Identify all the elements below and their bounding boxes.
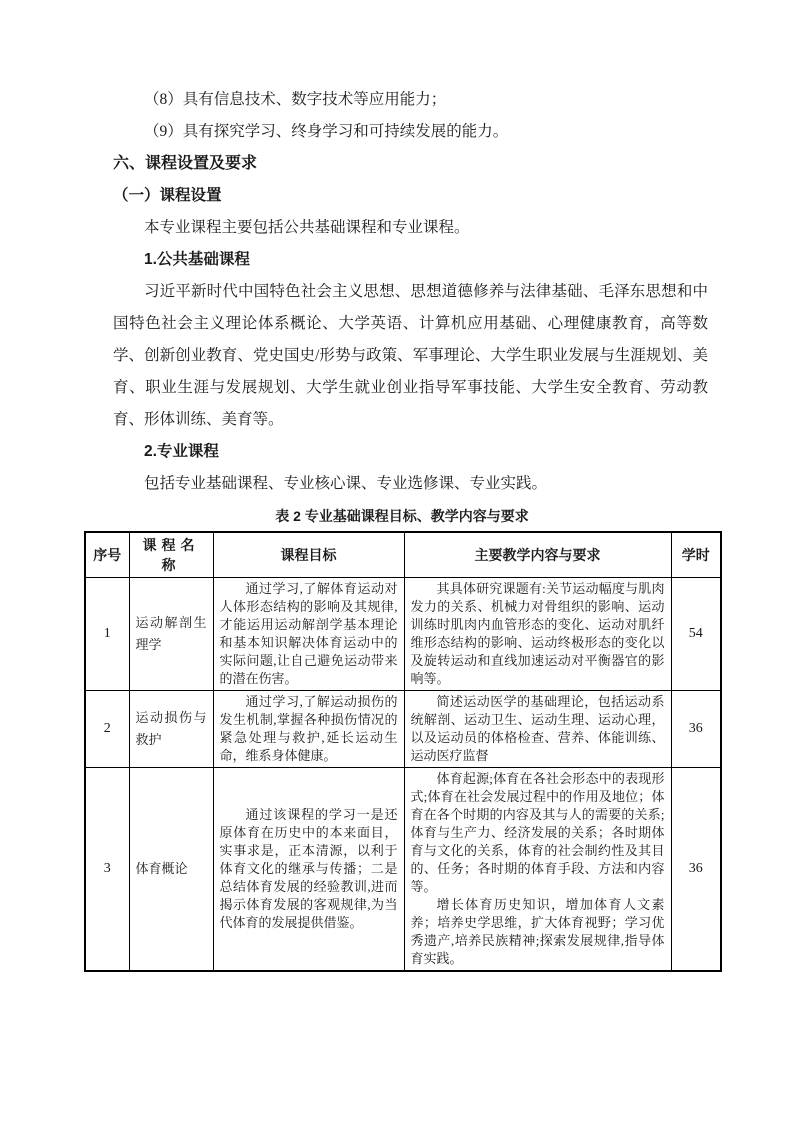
row3-content-text-2: 增长体育历史知识，增加体育人文素养；培养史学思维，扩大体育视野；学习优秀遗产,培养民族精神;探索发展规律,指导体育实践。 [410,897,665,966]
row1-content [404,578,671,691]
major-courses-heading: 2.专业课程 [144,443,219,460]
ability-point-8: （8）具有信息技术、数字技术等应用能力； [144,91,447,108]
row1-no: 1 [85,578,129,691]
row2-content-text: 简述运动医学的基础理论，包括运动系统解剖、运动卫生、运动生理、运动心理，以及运动员的体格检查、营养、体能训练、运动医疗监督 [410,694,665,763]
header-cell-objective: 课程目标 [213,532,404,578]
row3-hours: 36 [671,768,721,972]
row1-objective [213,578,404,691]
header-cell-hours: 学时 [671,532,721,578]
section-heading: 六、课程设置及要求 [113,155,258,172]
table-row-3 [85,768,721,972]
row2-content [404,691,671,768]
table-row-1 [85,578,721,691]
intro-paragraph: 本专业课程主要包括公共基础课程和专业课程。 [144,219,470,236]
table-header-row [85,532,721,578]
row1-objective-text: 通过学习,了解体育运动对人体形态结构的影响及其规律,才能运用运动解剖学基本理论和基本知识解决体育运动中的实际问题,让自己避免运动带来的潜在伤害。 [219,581,398,686]
row3-content [404,768,671,972]
table-caption: 表 2 专业基础课程目标、教学内容与要求 [275,508,529,524]
header-cell-content: 主要教学内容与要求 [404,532,671,578]
row1-hours: 54 [671,578,721,691]
major-courses-paragraph: 包括专业基础课程、专业核心课、专业选修课、专业实践。 [144,475,548,492]
subsection-heading: （一）课程设置 [113,187,222,204]
table-row-2 [85,691,721,768]
row1-content-text: 其具体研究课题有:关节运动幅度与肌肉发力的关系、机械力对骨组织的影响、运动训练时肌肉内血管形态的变化、运动对肌纤维形态结构的影响、运动终极形态的变化以及旋转运动和直线加速运动对平衡器官的影响等。 [410,581,665,686]
row3-objective-text: 通过该课程的学习一是还原体育在历史中的本来面目，实事求是，正本清源，以利于体育文化的继承与传播；二是总结体育发展的经验教训,进而揭示体育发展的客观规律,为当代体育的发展提供借鉴。 [219,807,398,930]
row2-course-name: 运动损伤与救护 [129,691,213,768]
ability-point-9: （9）具有探究学习、终身学习和可持续发展的能力。 [144,123,509,140]
courses-table [84,531,722,972]
document-body [113,84,708,500]
row1-course-name: 运动解剖生理学 [129,578,213,691]
row3-content-text-1: 体育起源;体育在各社会形态中的表现形式;体育在社会发展过程中的作用及地位；体育在各个时期的内容及其与人的需要的关系;体育与生产力、经济发展的关系；各时期体育与文化的关系，体育的社会制约性及其目的、任务；各时期的体育手段、方法和内容等。 [410,771,665,894]
header-cell-course-name: 课程名称 [129,532,213,578]
public-courses-heading: 1.公共基础课程 [144,251,250,268]
row3-objective [213,768,404,972]
row2-objective [213,691,404,768]
row3-course-name: 体育概论 [129,768,213,972]
row2-objective-text: 通过学习,了解运动损伤的发生机制,掌握各种损伤情况的紧急处理与救护,延长运动生命，维系身体健康。 [219,694,398,763]
row2-no: 2 [85,691,129,768]
header-cell-no: 序号 [85,532,129,578]
public-courses-paragraph: 习近平新时代中国特色社会主义思想、思想道德修养与法律基础、毛泽东思想和中国特色社会主义理论体系概论、大学英语、计算机应用基础、心理健康教育，高等数学、创新创业教育、党史国史/形势与政策、军事理论、大学生职业发展与生涯规划、美育、职业生涯与发展规划、大学生就业创业指导军事技能、大学生安全教育、劳动教育、形体训练、美育等。 [113,283,708,428]
row3-no: 3 [85,768,129,972]
row2-hours: 36 [671,691,721,768]
